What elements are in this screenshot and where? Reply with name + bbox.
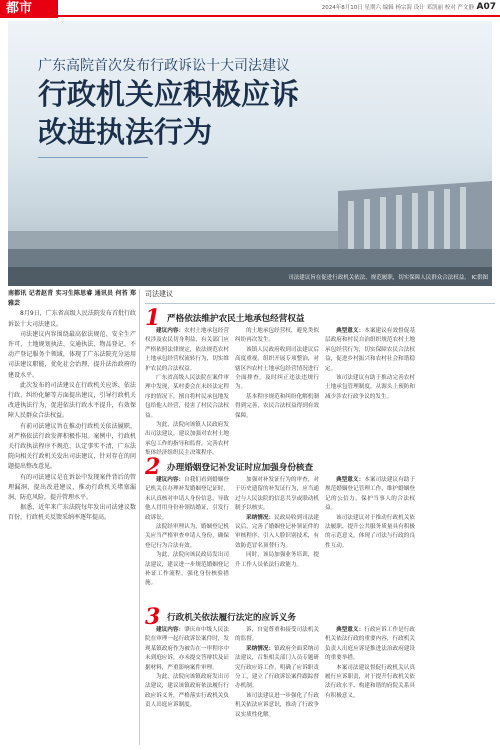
body-text: 该司法建议有助于推动完善农村土地承包管理制度，从源头上预防和减少涉农行政争议的发生。 <box>325 375 415 400</box>
body-text: 同时，该局加强业务培训，提升工作人员依法行政能力。 <box>235 552 319 568</box>
section-title: 办理婚姻登记补发证时应加强身份核查 <box>167 463 314 473</box>
hero-subtitle: 广东高院首次发布行政诉讼十大司法建议 <box>38 58 290 74</box>
advice-section-3 <box>145 606 495 720</box>
lead-paragraph: 据悉，近年来广东法院每年发出司法建议数百份，行政机关反馈采纳率逐年提高。 <box>8 504 136 522</box>
role-label: 建议内容： <box>156 328 185 334</box>
section-column <box>235 626 319 720</box>
body-text: 诉，自觉尊重和接受司法机关的监督。 <box>235 627 319 643</box>
judicial-advice-panel <box>145 289 495 718</box>
hero-title <box>38 75 368 151</box>
advice-section-1 <box>145 307 495 459</box>
body-text: 该司法建议进一步强化了行政机关依法应诉意识，推动了行政争议实质性化解。 <box>235 692 319 718</box>
section-title: 严格依法维护农民土地承包经营权益 <box>167 314 305 324</box>
role-label: 典型意义： <box>336 477 365 483</box>
body-text: 为此，法院向该镇政府发出司法建议，建议该镇政府依法履行行政应诉义务，严格落实行政机关负责人出庭应诉制度。 <box>145 674 229 709</box>
header-rule <box>58 15 500 17</box>
lead-article <box>8 289 136 524</box>
section-number: 1 <box>145 305 161 331</box>
photo-caption: 司法建议旨在促进行政机关依法、规范履职，切实保障人民群众合法权益。 IC供图 <box>288 275 488 281</box>
section-significance <box>325 327 415 459</box>
date-line: 2024年8月10日 星期六 编辑 杨宗海 设计 邓凯丽 校对 严文静 <box>321 5 474 11</box>
section-significance <box>325 626 415 720</box>
courthouse-illustration <box>8 171 492 286</box>
body-text: 该司法建议对于推动行政机关依法履职、提升公共服务质量具有积极的示范意义，体现了司法与行政的良性互动。 <box>325 514 415 549</box>
byline: 南都讯 记者赵青 实习生陈思睿 通讯员 何苔 郑雅芸 <box>8 290 136 308</box>
lead-paragraph: 此次发布的司法建议在行政机关应诉、依法行政、纠纷化解等方面提出建议，引导行政机关改进执法行为，促进依法行政水平提升，有效保障人民群众合法权益。 <box>8 381 136 420</box>
role-label: 建议内容： <box>156 627 185 633</box>
body-text: 为此，法院向该民政局发出司法建议，建议进一步规范婚姻登记补证工作流程，强化身份核验措施。 <box>145 552 229 587</box>
lead-paragraph: 有的司法建议是在诉讼中发现案件背后的管理漏洞，提出改进建议，推动行政机关堵塞漏洞、防范风险，提升管理水平。 <box>8 473 136 502</box>
lead-paragraph: 8月9日，广东省高级人民法院发布首批行政诉讼十大司法建议。 <box>8 310 136 328</box>
role-label: 采纳情况： <box>246 514 275 521</box>
body-text: 法院经审理认为，婚姻登记机关应当严格审查申请人身份，确保登记行为合法有效。 <box>145 524 229 549</box>
advice-section-2 <box>145 456 495 589</box>
body-text: 民政局收到司法建议后，完善了婚姻登记补领证件的审核程序，引入人脸识别技术，有效防范冒名顶替行为。 <box>235 514 319 549</box>
role-label: 采纳情况： <box>246 645 275 652</box>
section-column <box>145 476 229 589</box>
role-label: 典型意义： <box>336 627 365 633</box>
section-title: 行政机关依法履行法定的应诉义务 <box>167 613 296 623</box>
section-column <box>235 327 319 459</box>
body-text: 农村土地承包经营权涉及农民切身利益，有关部门应严格依照法律规定，依法规范农村土地承包经营权流转行为，切实维护农民的合法权益。 <box>145 328 229 372</box>
body-text: 本案司法建议有助于规范婚姻登记管理工作，维护婚姻登记的公信力，保护当事人的合法权益。 <box>325 477 415 512</box>
section-number: 3 <box>145 604 161 630</box>
body-text: 自我们看到婚姻登记机关在办理补发婚姻登记证时，未认真核对申请人身份信息，导致他人冒用身份补领结婚证，引发行政诉讼。 <box>145 477 229 521</box>
body-text: 本案建议有效督促基层政府和村民自治组织规范农村土地承包经营行为，切实保障农民合法权益，促进乡村振兴和农村社会和谐稳定。 <box>325 328 415 372</box>
hero-title-line-2: 改进执法行为 <box>38 115 213 149</box>
lead-paragraph: 司法建议内容围绕最高依法规范、安全生产许可、土地规划执法、交通执法、物品登记、不动产登记服务个领域，体现了广东法院充分运用司法建议职能，优化社会治理、提升法治政府的建设水平。 <box>8 330 136 379</box>
role-label: 典型意义： <box>336 328 365 334</box>
body-text: 加强对补发证行为的审查，对于历史遗留的补发证行为，应当通过与人民法院的信息共享或联动机制予以核实。 <box>235 477 319 512</box>
title-underline <box>38 157 148 162</box>
body-text: 本案司法建议督促行政机关认真履行应诉职责，对于提升行政机关依法行政水平、构建和谐的府院关系具有积极意义。 <box>325 664 415 699</box>
section-number: 2 <box>145 454 161 480</box>
body-text: 基本程序规范和纠纷化解机制得到完善，农民合法权益得到有效保障。 <box>235 393 319 419</box>
body-text: 广东省高级人民法院在案件审理中发现，某村委会在未经法定程序的情况下，擅自将村民承包地发包给他人经营，侵害了村民合法权益。 <box>145 375 229 419</box>
column-divider <box>139 289 140 745</box>
section-column <box>235 476 319 589</box>
body-text: 该镇人民政府收到司法建议后高度重视，组织开展专项整治，对辖区内农村土地承包经营情况进行全面排查，及时纠正违法违规行为。 <box>235 346 319 391</box>
body-text: 的土地承包经营权，避免类似纠纷再次发生。 <box>235 328 319 344</box>
body-text: 为此，法院向该镇人民政府发出司法建议，建议加强对农村土地承包工作的指导和监督，完善农村集体经济组织民主决策程序。 <box>145 422 229 457</box>
section-column <box>145 327 229 459</box>
hero-image <box>8 21 492 286</box>
section-tag: 都市 <box>0 0 58 18</box>
section-significance <box>325 476 415 589</box>
body-text: 行政应诉工作是行政机关依法行政的重要内容，行政机关负责人出庭应诉是推进法治政府建设的重要举措。 <box>325 627 415 662</box>
page-number: A07 <box>476 2 496 12</box>
role-label: 建议内容： <box>156 477 185 483</box>
hero-title-line-1: 行政机关应积极应诉 <box>38 77 300 111</box>
section-column <box>145 626 229 720</box>
body-text: 镇政府全面采纳司法建议，召集相关部门人员专题研究行政应诉工作，明确了应诉职责分工，建立了行政诉讼案件跟踪督办机制。 <box>235 645 319 690</box>
panel-heading: 司法建议 <box>145 289 495 304</box>
masthead <box>0 0 500 18</box>
lead-paragraph: 有前司法建议旨在推动行政机关依法履职，对严格依法行政发挥积极作用。案例中，行政机关行政执法程序不规范、认定事实不清，广东法院向相关行政机关发出司法建议，针对存在的问题提出整改意见。 <box>8 422 136 471</box>
body-text: 肇庆市中级人民法院在审理一起行政诉讼案件时，发现某镇政府作为被告在一审程序中未到庭应诉，亦未提交答辩状及证据材料，严重影响案件审理。 <box>145 627 229 671</box>
